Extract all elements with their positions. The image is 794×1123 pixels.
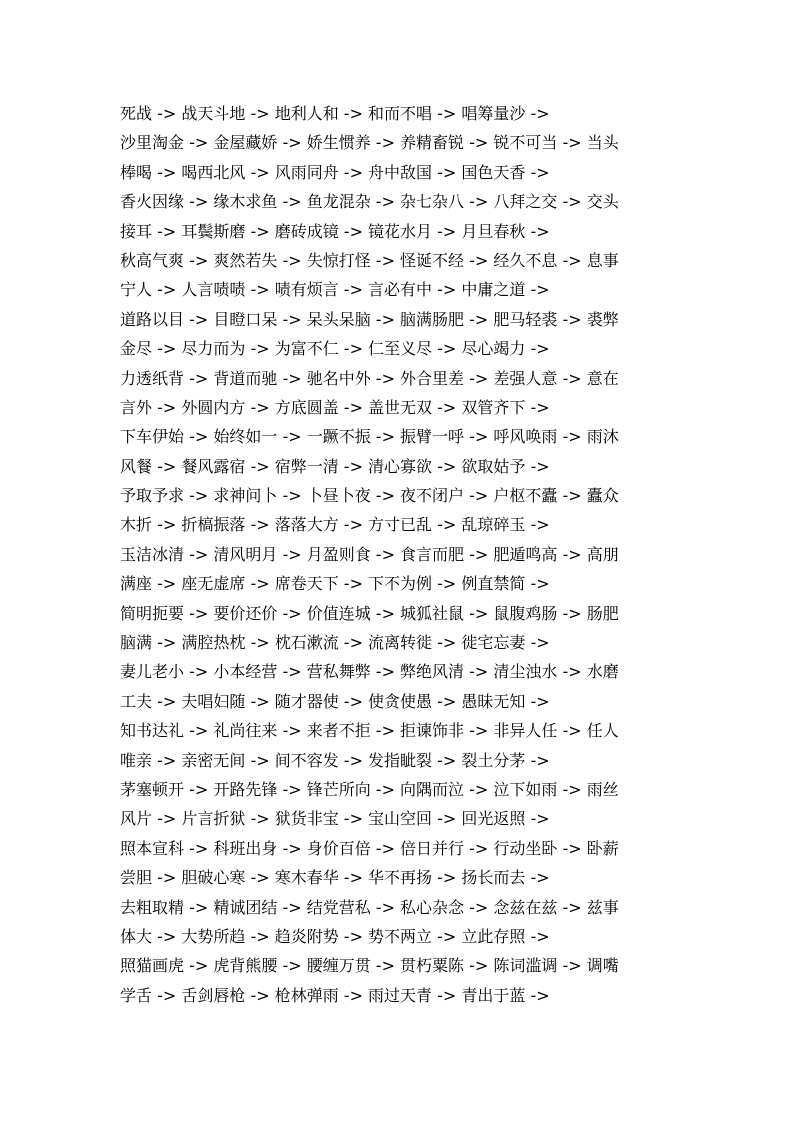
text-line: 满座 -> 座无虚席 -> 席卷天下 -> 下不为例 -> 例直禁简 -> [120,574,550,594]
text-line: 去粗取精 -> 精诚团结 -> 结党营私 -> 私心杂念 -> 念兹在兹 -> 兹事 [120,897,619,917]
text-line: 木折 -> 折槁振落 -> 落落大方 -> 方寸已乱 -> 乱琼碎玉 -> [120,515,550,535]
text-line: 死战 -> 战天斗地 -> 地利人和 -> 和而不唱 -> 唱筹量沙 -> [120,104,550,123]
text-line: 工夫 -> 夫唱妇随 -> 随才器使 -> 使贪使愚 -> 愚昧无知 -> [120,691,550,711]
text-line: 力透纸背 -> 背道而驰 -> 驰名中外 -> 外合里差 -> 差强人意 -> 意在 [120,368,619,388]
text-line: 宁人 -> 人言啧啧 -> 啧有烦言 -> 言必有中 -> 中庸之道 -> [120,280,550,300]
text-line: 学舌 -> 舌剑唇枪 -> 枪林弹雨 -> 雨过天青 -> 青出于蓝 -> [120,985,550,1005]
text-line: 道路以目 -> 目瞪口呆 -> 呆头呆脑 -> 脑满肠肥 -> 肥马轻裘 -> 裘弊 [120,309,619,329]
text-line: 沙里淘金 -> 金屋藏娇 -> 娇生惯养 -> 养精畜锐 -> 锐不可当 -> 当头 [120,133,619,153]
text-line: 照本宣科 -> 科班出身 -> 身价百倍 -> 倍日并行 -> 行动坐卧 -> 卧薪 [120,838,619,858]
text-line: 玉洁冰清 -> 清风明月 -> 月盈则食 -> 食言而肥 -> 肥遁鸣高 -> 高朋 [120,544,619,564]
text-line: 妻儿老小 -> 小本经营 -> 营私舞弊 -> 弊绝风清 -> 清尘浊水 -> 水磨 [120,662,619,682]
text-line: 尝胆 -> 胆破心寒 -> 寒木春华 -> 华不再扬 -> 扬长而去 -> [120,868,550,888]
text-line: 下车伊始 -> 始终如一 -> 一蹶不振 -> 振臂一呼 -> 呼风唤雨 -> 雨沐 [120,427,619,447]
text-line: 言外 -> 外圆内方 -> 方底圆盖 -> 盖世无双 -> 双管齐下 -> [120,397,550,417]
text-line: 棒喝 -> 喝西北风 -> 风雨同舟 -> 舟中敌国 -> 国色天香 -> [120,162,550,182]
text-line: 予取予求 -> 求神问卜 -> 卜昼卜夜 -> 夜不闭户 -> 户枢不蠹 -> 蠹众 [120,486,619,506]
text-line: 风片 -> 片言折狱 -> 狱货非宝 -> 宝山空回 -> 回光返照 -> [120,809,550,829]
text-line: 金尽 -> 尽力而为 -> 为富不仁 -> 仁至义尽 -> 尽心竭力 -> [120,339,550,359]
text-line: 风餐 -> 餐风露宿 -> 宿弊一清 -> 清心寡欲 -> 欲取姑予 -> [120,456,550,476]
text-line: 脑满 -> 满腔热枕 -> 枕石漱流 -> 流离转徙 -> 徙宅忘妻 -> [120,633,550,653]
idiom-chain-text [120,99,680,1010]
text-line: 茅塞顿开 -> 开路先锋 -> 锋芒所向 -> 向隅而泣 -> 泣下如雨 -> 雨丝 [120,779,619,799]
text-line: 知书达礼 -> 礼尚往来 -> 来者不拒 -> 拒谏饰非 -> 非异人任 -> 任人 [120,721,619,741]
text-line: 香火因缘 -> 缘木求鱼 -> 鱼龙混杂 -> 杂七杂八 -> 八拜之交 -> 交头 [120,192,619,212]
text-line: 简明扼要 -> 要价还价 -> 价值连城 -> 城狐社鼠 -> 鼠腹鸡肠 -> 肠肥 [120,603,619,623]
text-line: 唯亲 -> 亲密无间 -> 间不容发 -> 发指眦裂 -> 裂土分茅 -> [120,750,550,770]
text-line: 照猫画虎 -> 虎背熊腰 -> 腰缠万贯 -> 贯朽粟陈 -> 陈词滥调 -> 调嘴 [120,956,619,976]
text-line: 体大 -> 大势所趋 -> 趋炎附势 -> 势不两立 -> 立此存照 -> [120,926,550,946]
text-line: 接耳 -> 耳鬓斯磨 -> 磨砖成镜 -> 镜花水月 -> 月旦春秋 -> [120,221,550,241]
text-line: 秋高气爽 -> 爽然若失 -> 失惊打怪 -> 怪诞不经 -> 经久不息 -> 息事 [120,250,619,270]
